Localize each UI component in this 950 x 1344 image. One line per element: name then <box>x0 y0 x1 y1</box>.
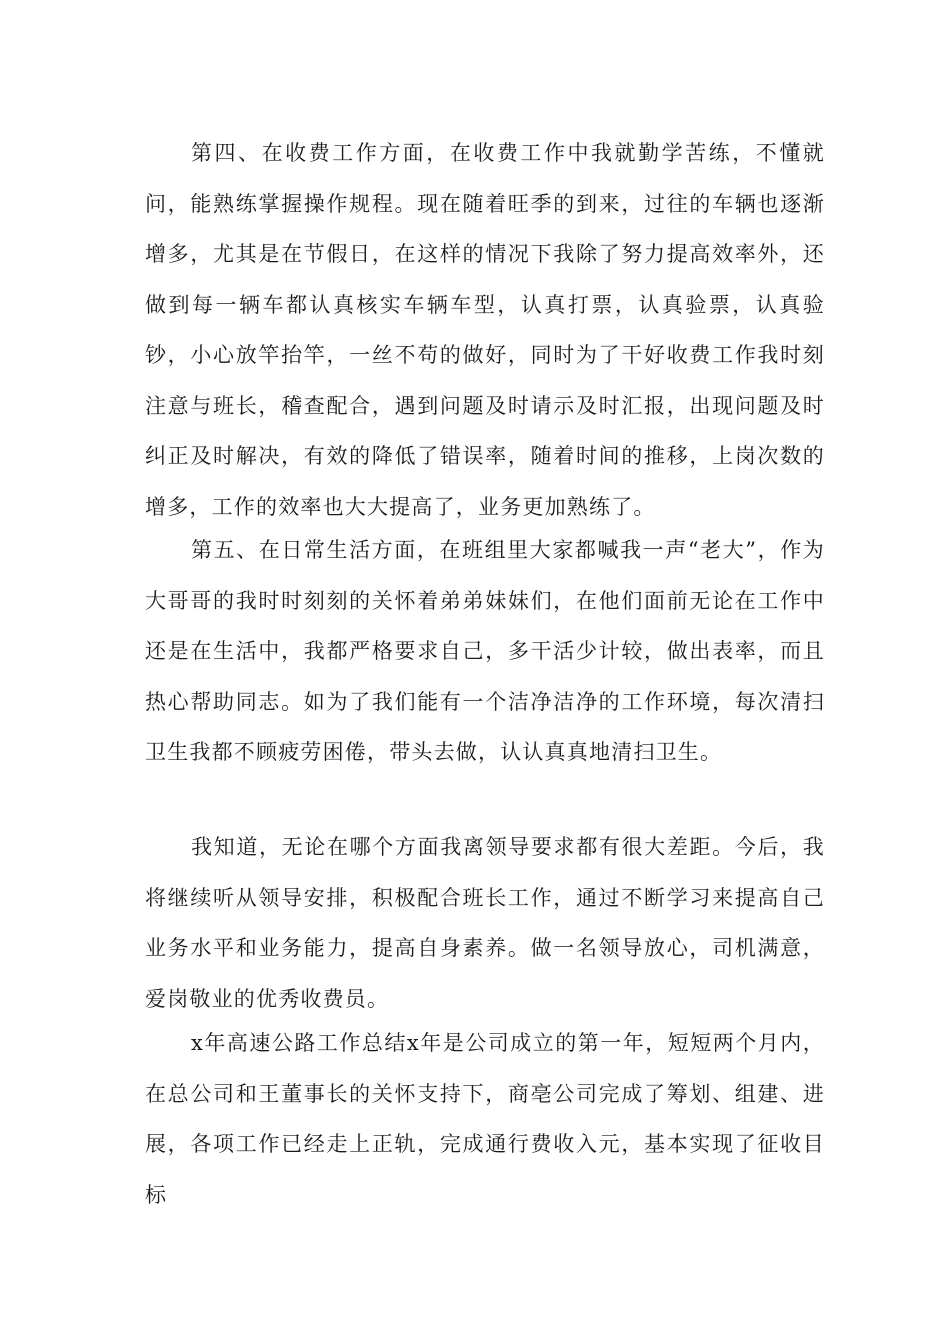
paragraph-fee-collection: 第四、在收费工作方面，在收费工作中我就勤学苦练，不懂就问，能熟练掌握操作规程。现在随着旺季的到来，过往的车辆也逐渐增多，尤其是在节假日，在这样的情况下我除了努力提高效率外，还做到每一辆车都认真核实车辆车型，认真打票，认真验票，认真验钞，小心放竿抬竿，一丝不苟的做好，同时为了干好收费工作我时刻注意与班长，稽查配合，遇到问题及时请示及时汇报，出现问题及时纠正及时解决，有效的降低了错误率，随着时间的推移，上岗次数的增多，工作的效率也大大提高了，业务更加熟练了。 <box>145 141 825 519</box>
paragraph-future-plans: 我知道，无论在哪个方面我离领导要求都有很大差距。今后，我将继续听从领导安排，积极配合班长工作，通过不断学习来提高自己业务水平和业务能力，提高自身素养。做一名领导放心，司机满意，爱岗敬业的优秀收费员。 <box>145 835 825 1011</box>
paragraph-highway-summary: x年高速公路工作总结x年是公司成立的第一年，短短两个月内，在总公司和王董事长的关怀支持下，商亳公司完成了筹划、组建、进展，各项工作已经走上正轨，完成通行费收入元，基本实现了征收目标 <box>145 1031 825 1207</box>
paragraph-daily-life: 第五、在日常生活方面，在班组里大家都喊我一声“老大”，作为大哥哥的我时时刻刻的关怀着弟弟妹妹们，在他们面前无论在工作中还是在生活中，我都严格要求自己，多干活少计较，做出表率，而且热心帮助同志。如为了我们能有一个洁净洁净的工作环境，每次清扫卫生我都不顾疲劳困倦，带头去做，认认真真地清扫卫生。 <box>145 538 825 764</box>
